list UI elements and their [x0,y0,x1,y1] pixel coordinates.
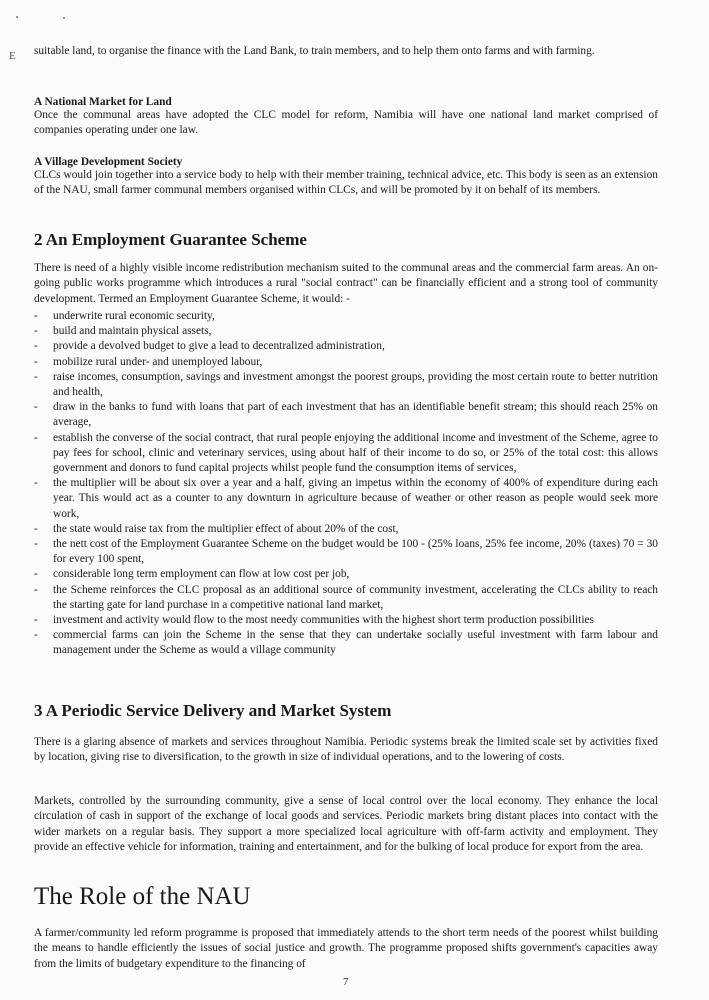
bullet-dash: - [34,401,38,414]
bullet-item [34,613,658,628]
employment-scheme-bullet-list [34,309,658,659]
bullet-text: build and maintain physical assets, [53,325,212,338]
bullet-dash: - [34,340,38,353]
bullet-text: investment and activity would flow to the most needy communities with the highest short term production possibilities [53,614,594,627]
bullet-item [34,339,658,354]
bullet-text: establish the converse of the social contract, that rural people enjoying the additional income and investment of the Scheme, agree to pay fees for school, clinic and veterinary services, using about half of their income to do so, or 25% of the total cost: this allows government and donors to fund capital projects whilst people fund the consumption items of services, [53,431,658,475]
bullet-dash: - [34,325,38,338]
bullet-dash: - [34,431,38,444]
section-3-paragraph-1: There is a glaring absence of markets and services throughout Namibia. Periodic systems break the limited scale set by activities fixed by location, giving rise to diversification, to the growth in size of individual operations, and to the lowering of costs. [34,736,658,764]
bullet-text: the Scheme reinforces the CLC proposal as an additional source of community investment, accelerating the CLCs ability to reach the starting gate for land purchase in a competitive national land market, [53,583,658,611]
bullet-text: provide a devolved budget to give a lead to decentralized administration, [53,340,385,353]
bullet-dash: - [34,310,38,322]
bullet-text: draw in the banks to fund with loans that part of each investment that has an identifiable benefit stream; this should reach 25% on average, [53,401,658,429]
bullet-item [34,324,658,339]
section-2-heading: 2 An Employment Guarantee Scheme [34,230,307,249]
page-number: 7 [343,976,349,988]
bullet-dash: - [34,538,38,551]
village-society-heading: A Village Development Society [34,156,183,168]
bullet-text: the multiplier will be about six over a year and a half, giving an impetus within the economy of 400% of expenditure during each year. This would act as a counter to any downturn in agriculture because of weather or other reason as people would seek more work, [53,477,658,520]
bullet-item [34,476,658,522]
intro-paragraph: suitable land, to organise the finance with the Land Bank, to train members, and to help them onto farms and with farming. [34,45,595,57]
bullet-text: mobilize rural under- and unemployed labour, [53,355,263,368]
section-2-intro: There is need of a highly visible income redistribution mechanism suited to the communal areas and the commercial farm areas. An on-going public works programme which introduces a rural "social contract" can be financially efficient and a strong tool of community development. Termed an Employment Guarantee Scheme, it would: - [34,262,658,305]
bullet-item [34,309,658,324]
margin-mark: E [9,50,16,62]
bullet-item [34,537,658,567]
national-market-text: Once the communal areas have adopted the CLC model for reform, Namibia will have one national land market comprised of companies operating under one law. [34,109,658,137]
bullet-dash: - [34,522,38,535]
bullet-dash: - [34,370,38,383]
bullet-dash: - [34,355,38,368]
bullet-item [34,583,658,613]
bullet-text: underwrite rural economic security, [53,310,215,322]
bullet-dash: - [34,629,38,642]
bullet-text: considerable long term employment can flow at low cost per job, [53,568,350,581]
bullet-item [34,431,658,477]
scan-speck [63,17,65,19]
bullet-text: the state would raise tax from the multiplier effect of about 20% of the cost, [53,522,399,535]
scan-speck [16,16,18,18]
bullet-item [34,628,658,658]
bullet-dash: - [34,568,38,581]
section-3-heading: 3 A Periodic Service Delivery and Market System [34,701,392,720]
bullet-dash: - [34,477,38,490]
role-of-nau-heading: The Role of the NAU [34,883,251,910]
section-3-paragraph-2: Markets, controlled by the surrounding community, give a sense of local control over the local economy. They enhance the local circulation of cash in support of the exchange of local goods and services. Periodic markets bring distant places into contact with the wider markets on a regular basis. They support a more specialized local agriculture with off-farm activity and employment. They provide an effective vehicle for information, training and entertainment, and for the bulking of local produce for export from the area. [34,795,658,853]
bullet-dash: - [34,614,38,627]
bullet-item [34,522,658,537]
bullet-text: the nett cost of the Employment Guarantee Scheme on the budget would be 100 - (25% loans, 25% fee income, 20% (taxes) 70 = 30 for every 100 spent, [53,538,658,566]
bullet-dash: - [34,583,38,596]
bullet-item [34,567,658,582]
role-of-nau-text: A farmer/community led reform programme is proposed that immediately attends to the short term needs of the poorest whilst building the means to handle efficiently the issues of social justice and growth. The programme proposed shifts government's capacities away from the limits of budgetary expenditure to the financing of [34,927,658,970]
bullet-item [34,400,658,430]
bullet-item [34,370,658,400]
national-market-heading: A National Market for Land [34,96,172,108]
bullet-text: commercial farms can join the Scheme in the sense that they can undertake socially useful investment with farm labour and management under the Scheme as would a village community [53,629,658,657]
bullet-text: raise incomes, consumption, savings and investment amongst the poorest groups, providing the most certain route to better nutrition and health, [53,370,658,399]
village-society-text: CLCs would join together into a service body to help with their member training, technical advice, etc. This body is seen as an extension of the NAU, small farmer communal members organised within CLCs, and will be promoted by it on behalf of its members. [34,169,658,197]
bullet-item [34,355,658,370]
